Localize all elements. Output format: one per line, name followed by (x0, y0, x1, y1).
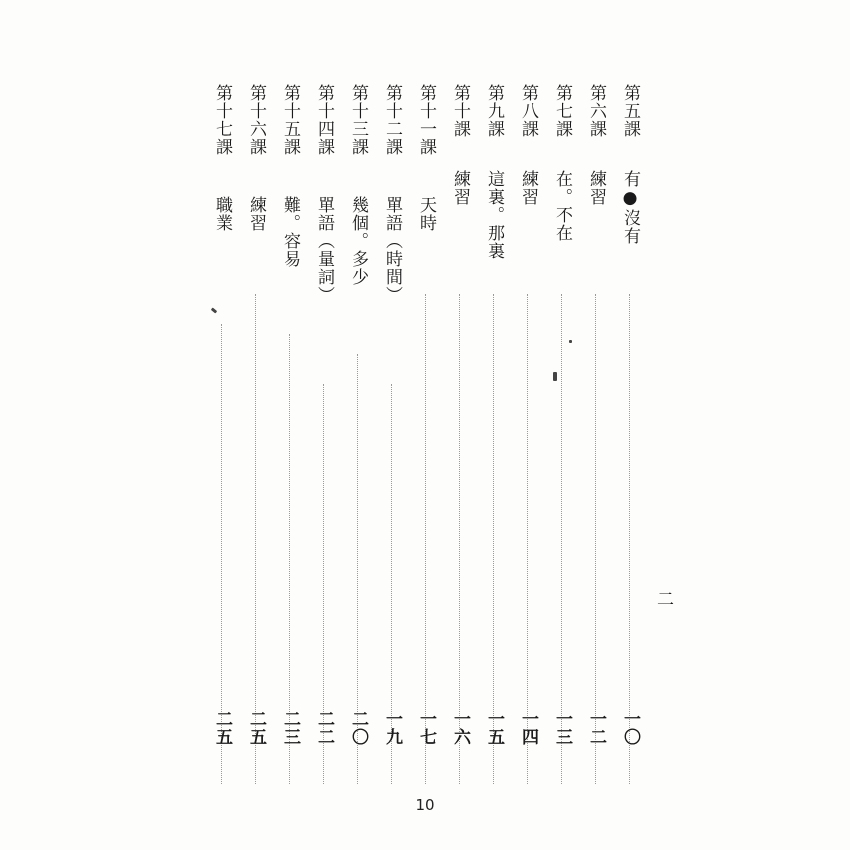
lesson-title: 難。容易 (280, 196, 300, 268)
lesson-title: 練習 (518, 170, 538, 206)
page-number: 一七 (416, 710, 436, 746)
page-number: 一五 (484, 710, 504, 746)
toc-entry-lesson-8 (514, 84, 542, 764)
lesson-label: 第十課 (450, 84, 470, 138)
lesson-title: 練習 (586, 170, 606, 206)
lesson-label: 第十二課 (382, 84, 402, 156)
toc-entry-lesson-11 (412, 84, 440, 764)
lesson-title: 單語（量詞） (314, 196, 334, 304)
lesson-title: 職業 (212, 196, 232, 232)
lesson-title: 單語（時間） (382, 196, 402, 304)
toc-entry-lesson-9 (480, 84, 508, 764)
toc-entry-lesson-14 (310, 84, 338, 764)
page-number: 二三 (280, 710, 300, 746)
lesson-title: 這裏。那裏 (484, 170, 504, 260)
toc-entry-lesson-10 (446, 84, 474, 764)
toc-entry-lesson-12 (378, 84, 406, 764)
toc-entry-lesson-16 (242, 84, 270, 764)
page-number: 二五 (212, 710, 232, 746)
ink-speck (569, 340, 572, 343)
page-folio-number: 10 (415, 796, 435, 814)
toc-entry-lesson-13 (344, 84, 372, 764)
lesson-label: 第十六課 (246, 84, 266, 156)
lesson-title: 有●沒有 (620, 170, 640, 245)
page-number: 一三 (552, 710, 572, 746)
lesson-label: 第六課 (586, 84, 606, 138)
lesson-label: 第十三課 (348, 84, 368, 156)
toc-entry-lesson-17 (208, 84, 236, 764)
lesson-title: 在。不在 (552, 170, 572, 242)
page-number: 一〇 (620, 710, 640, 746)
lesson-title: 天時 (416, 196, 436, 232)
table-of-contents (190, 84, 660, 764)
lesson-label: 第五課 (620, 84, 640, 138)
toc-entry-lesson-15 (276, 84, 304, 764)
lesson-title: 幾個。多少 (348, 196, 368, 286)
toc-entry-lesson-6 (582, 84, 610, 764)
lesson-label: 第十七課 (212, 84, 232, 156)
lesson-label: 第十五課 (280, 84, 300, 156)
page-number: 二〇 (348, 710, 368, 746)
page-number: 一二 (586, 710, 606, 746)
page-number: 一六 (450, 710, 470, 746)
lesson-title: 練習 (246, 196, 266, 232)
lesson-label: 第十四課 (314, 84, 334, 156)
section-mark: 二 (653, 590, 673, 608)
lesson-label: 第九課 (484, 84, 504, 138)
lesson-title: 練習 (450, 170, 470, 206)
lesson-label: 第十一課 (416, 84, 436, 156)
page-number: 二二 (314, 710, 334, 746)
ink-speck (553, 372, 557, 381)
toc-entry-lesson-5 (616, 84, 644, 764)
toc-entry-lesson-7 (548, 84, 576, 764)
lesson-label: 第八課 (518, 84, 538, 138)
lesson-label: 第七課 (552, 84, 572, 138)
page-number: 一四 (518, 710, 538, 746)
page-number: 二五 (246, 710, 266, 746)
page-number: 一九 (382, 710, 402, 746)
